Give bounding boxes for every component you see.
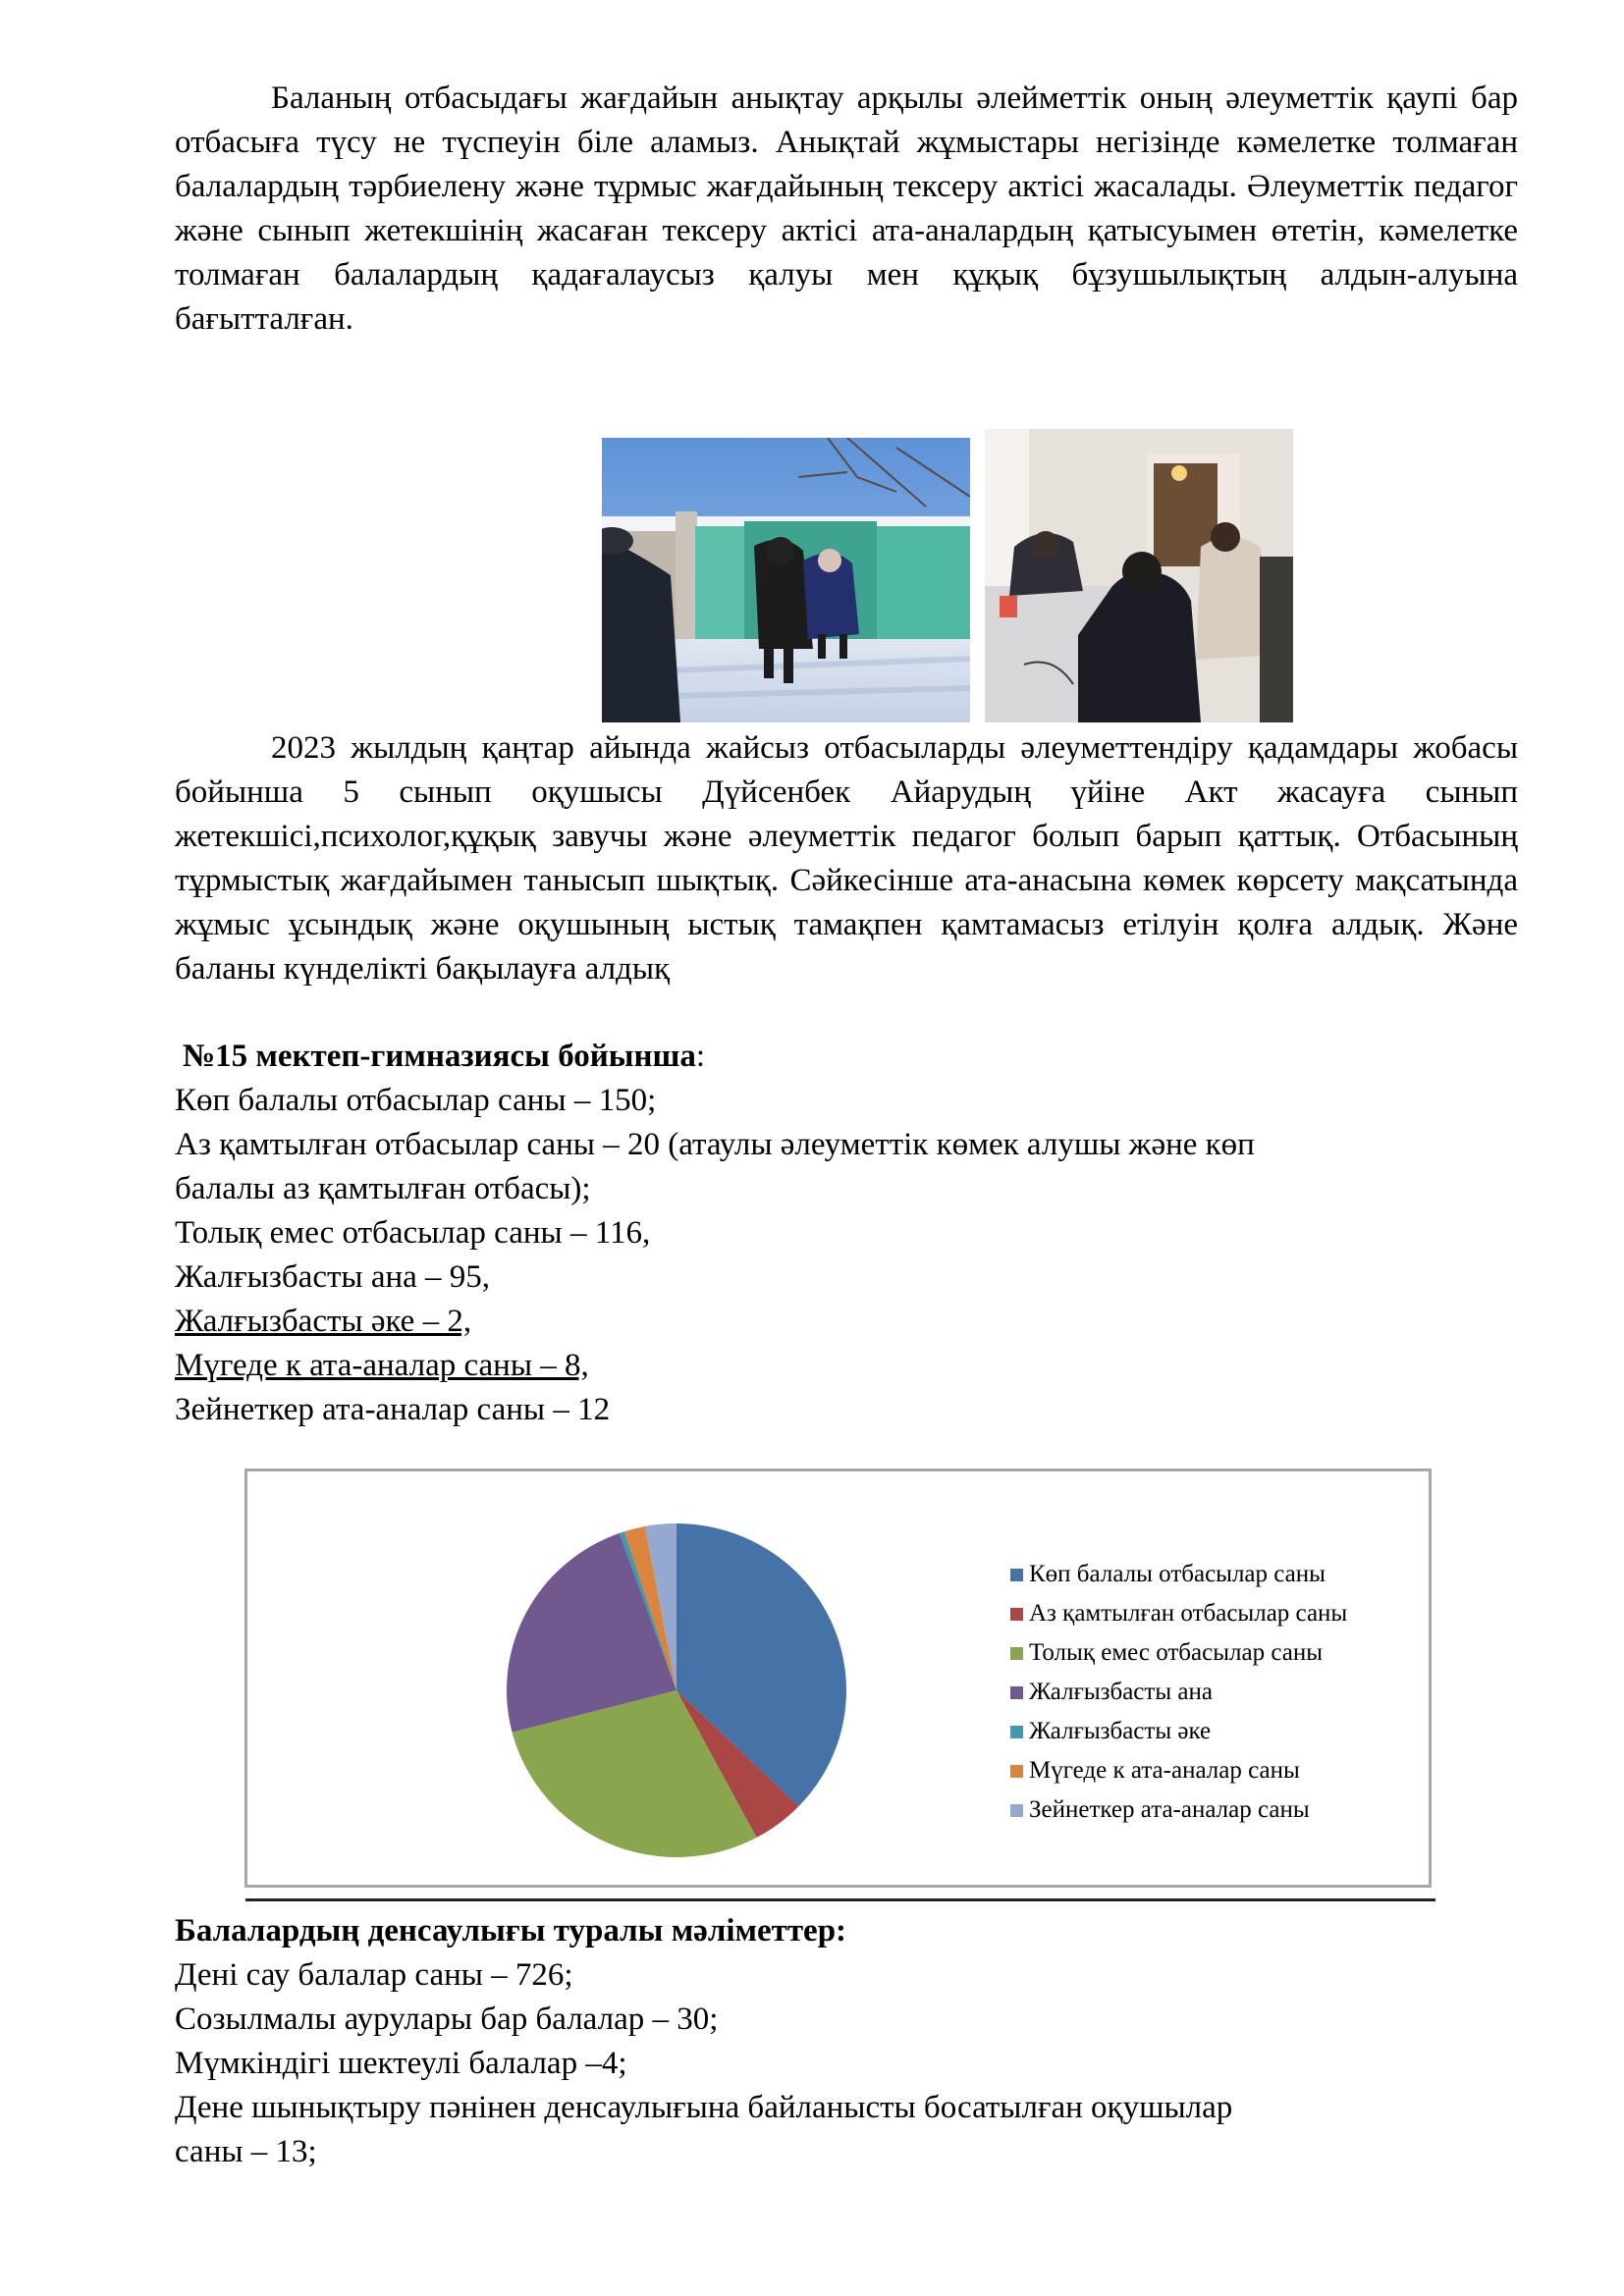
legend-item <box>1010 1594 1347 1633</box>
school-item-large-families: Көп балалы отбасылар саны – 150; <box>175 1083 657 1118</box>
legend-item <box>1010 1751 1347 1790</box>
school-item-disabled-parents: Мүгеде к ата-аналар саны – 8, <box>175 1348 589 1383</box>
legend-swatch-icon <box>1010 1726 1023 1738</box>
school-item-pensioner-parents: Зейнеткер ата-аналар саны – 12 <box>175 1392 611 1427</box>
visit-paragraph <box>175 726 1518 991</box>
photo-home-visit-indoor <box>985 429 1293 722</box>
intro-paragraph <box>175 77 1518 342</box>
legend-item <box>1010 1633 1347 1673</box>
school-item-low-income-cont: балалы аз қамтылған отбасы); <box>175 1171 591 1206</box>
horizontal-rule <box>245 1898 1435 1901</box>
legend-label: Толық емес отбасылар саны <box>1029 1639 1324 1666</box>
legend-label: Жалғызбасты ана <box>1029 1679 1213 1705</box>
school-heading-text: №15 мектеп-гимназиясы бойынша <box>183 1039 696 1074</box>
school-item-single-mother: Жалғызбасты ана – 95, <box>175 1259 491 1295</box>
school-heading-colon: : <box>695 1039 706 1074</box>
health-item-chronic: Созылмалы аурулары бар балалар – 30; <box>175 2002 719 2037</box>
health-item-pe-exempt: Дене шынықтыру пәнінен денсаулығына байланысты босатылған оқушылар <box>175 2090 1233 2125</box>
legend-label: Жалғызбасты әке <box>1029 1718 1212 1744</box>
chart-legend <box>1010 1555 1347 1830</box>
school-item-low-income: Аз қамтылған отбасылар саны – 20 (атаулы әлеуметтік көмек алушы және көп <box>175 1127 1255 1162</box>
visit-paragraph-text: 2023 жылдың қаңтар айында жайсыз отбасыларды әлеуметтендіру қадамдары жобасы бойынша 5 сынып оқушысы Дүйсенбек Айарудың үйіне Акт жасауға сынып жетекшісі,психолог,құқық завучы және әлеуметтік педагог болып барып қаттық. Отбасының тұрмыстық жағдайымен танысып шықтық. Сәйкесінше ата-анасына көмек көрсету мақсатында жұмыс ұсындық және оқушының ыстық тамақпен қамтамасыз етілуін қолға алдық. Және баланы күнделікті бақылауға алдық <box>175 730 1518 987</box>
legend-item <box>1010 1790 1347 1830</box>
intro-paragraph-text: Баланың отбасыдағы жағдайын анықтау арқылы әлейметтік оның әлеуметтік қаупі бар отбасыға түсу не түспеуін біле аламыз. Анықтай жұмыстары негізінде кәмелетке толмаған балалардың тәрбиелену және тұрмыс жағдайының тексеру актісі жасалады. Әлеуметтік педагог және сынып жетекшінің жасаған тексеру актісі ата-аналардың қатысуымен өтетін, кәмелетке толмаған балалардың қадағалаусыз қалуы мен құқық бұзушылықтың алдын-алуына бағытталған. <box>175 80 1518 337</box>
legend-swatch-icon <box>1010 1647 1023 1660</box>
school-section-heading <box>183 1035 705 1079</box>
legend-swatch-icon <box>1010 1608 1023 1621</box>
legend-item <box>1010 1555 1347 1594</box>
school-item-single-father: Жалғызбасты әке – 2, <box>175 1304 472 1339</box>
pie-chart-frame <box>244 1468 1432 1888</box>
school-item-incomplete: Толық емес отбасылар саны – 116, <box>175 1215 651 1251</box>
legend-label: Көп балалы отбасылар саны <box>1029 1561 1326 1587</box>
legend-item <box>1010 1712 1347 1751</box>
health-item-disabilities: Мүмкіндігі шектеулі балалар –4; <box>175 2046 627 2081</box>
legend-label: Зейнеткер ата-аналар саны <box>1029 1796 1310 1823</box>
legend-swatch-icon <box>1010 1686 1023 1699</box>
indoor-photo-illustration <box>985 429 1293 722</box>
legend-item <box>1010 1673 1347 1712</box>
health-item-healthy: Дені сау балалар саны – 726; <box>175 1957 573 1993</box>
legend-swatch-icon <box>1010 1569 1023 1581</box>
health-item-pe-exempt-cont: саны – 13; <box>175 2134 317 2169</box>
outdoor-photo-illustration <box>602 438 970 722</box>
legend-label: Аз қамтылған отбасылар саны <box>1029 1600 1348 1627</box>
legend-label: Мүгеде к ата-аналар саны <box>1029 1757 1300 1784</box>
photo-home-visit-outdoor <box>602 438 970 722</box>
legend-swatch-icon <box>1010 1765 1023 1778</box>
health-section-heading: Балалардың денсаулығы туралы мәліметтер: <box>175 1913 847 1949</box>
legend-swatch-icon <box>1010 1804 1023 1817</box>
